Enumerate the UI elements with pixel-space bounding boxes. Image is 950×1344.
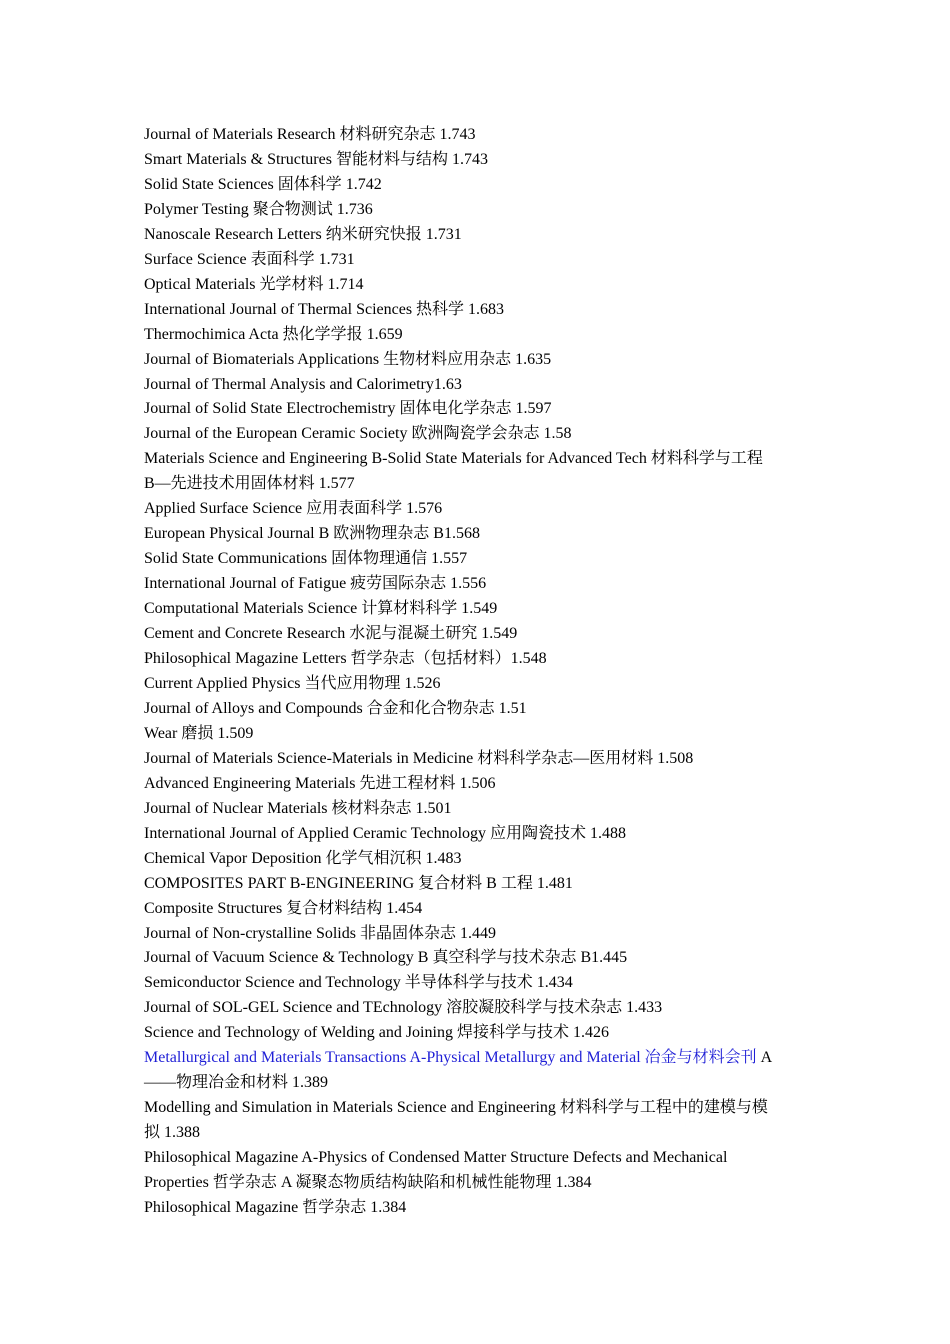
journal-line: Solid State Communications 固体物理通信 1.557 <box>144 550 468 568</box>
journal-line: Computational Materials Science 计算材料科学 1.549 <box>144 600 498 618</box>
journal-link-suffix: A <box>756 1049 773 1067</box>
journal-line: B—先进技术用固体材料 1.577 <box>144 475 355 493</box>
journal-line: Semiconductor Science and Technology 半导体科学与技术 1.434 <box>144 974 573 992</box>
journal-line: Materials Science and Engineering B-Solid State Materials for Advanced Tech 材料科学与工程 <box>144 450 763 468</box>
journal-line: Properties 哲学杂志 A 凝聚态物质结构缺陷和机械性能物理 1.384 <box>144 1174 592 1192</box>
journal-line: Journal of Solid State Electrochemistry 固体电化学杂志 1.597 <box>144 400 552 418</box>
journal-line: Cement and Concrete Research 水泥与混凝土研究 1.549 <box>144 625 518 643</box>
journal-line: Wear 磨损 1.509 <box>144 724 254 742</box>
journal-line: Journal of Nuclear Materials 核材料杂志 1.501 <box>144 799 452 817</box>
journal-line: Philosophical Magazine A-Physics of Condensed Matter Structure Defects and Mechanical <box>144 1149 728 1167</box>
journal-line: ——物理冶金和材料 1.389 <box>144 1074 329 1092</box>
journal-line: Chemical Vapor Deposition 化学气相沉积 1.483 <box>144 849 462 867</box>
journal-line: Journal of the European Ceramic Society 欧洲陶瓷学会杂志 1.58 <box>144 425 572 443</box>
journal-line: Journal of Non-crystalline Solids 非晶固体杂志 1.449 <box>144 924 496 942</box>
journal-line: Thermochimica Acta 热化学学报 1.659 <box>144 325 403 343</box>
journal-line: Journal of Vacuum Science & Technology B 真空科学与技术杂志 B1.445 <box>144 949 628 967</box>
journal-line: Optical Materials 光学材料 1.714 <box>144 275 364 293</box>
journal-line: European Physical Journal B 欧洲物理杂志 B1.568 <box>144 525 480 543</box>
journal-line: Journal of Thermal Analysis and Calorimetry1.63 <box>144 375 462 393</box>
journal-line: Smart Materials & Structures 智能材料与结构 1.743 <box>144 150 488 168</box>
journal-line: Composite Structures 复合材料结构 1.454 <box>144 899 423 917</box>
journal-line: Advanced Engineering Materials 先进工程材料 1.506 <box>144 774 496 792</box>
journal-line: Nanoscale Research Letters 纳米研究快报 1.731 <box>144 225 462 243</box>
journal-line: Journal of Biomaterials Applications 生物材料应用杂志 1.635 <box>144 350 552 368</box>
journal-line: Applied Surface Science 应用表面科学 1.576 <box>144 500 443 518</box>
journal-line: Modelling and Simulation in Materials Science and Engineering 材料科学与工程中的建模与模 <box>144 1099 768 1117</box>
journal-line: COMPOSITES PART B-ENGINEERING 复合材料 B 工程 1.481 <box>144 874 573 892</box>
journal-line: Philosophical Magazine Letters 哲学杂志（包括材料）1.548 <box>144 650 547 668</box>
journal-line: International Journal of Thermal Sciences 热科学 1.683 <box>144 300 505 318</box>
document-page <box>144 123 814 1221</box>
journal-line-linked <box>144 1046 814 1071</box>
journal-line: Surface Science 表面科学 1.731 <box>144 250 355 268</box>
journal-line: Polymer Testing 聚合物测试 1.736 <box>144 200 373 218</box>
journal-line: Philosophical Magazine 哲学杂志 1.384 <box>144 1198 407 1216</box>
journal-line: Journal of Alloys and Compounds 合金和化合物杂志 1.51 <box>144 699 527 717</box>
journal-line: International Journal of Fatigue 疲劳国际杂志 1.556 <box>144 575 487 593</box>
journal-line: Journal of Materials Research 材料研究杂志 1.743 <box>144 126 476 143</box>
journal-line: Science and Technology of Welding and Joining 焊接科学与技术 1.426 <box>144 1024 609 1042</box>
journal-line: Solid State Sciences 固体科学 1.742 <box>144 175 382 193</box>
journal-line: Journal of Materials Science-Materials in Medicine 材料科学杂志—医用材料 1.508 <box>144 749 694 767</box>
journal-line: Current Applied Physics 当代应用物理 1.526 <box>144 674 441 692</box>
journal-link[interactable]: Metallurgical and Materials Transactions A-Physical Metallurgy and Material 冶金与材料会刊 <box>144 1049 757 1067</box>
journal-line: International Journal of Applied Ceramic Technology 应用陶瓷技术 1.488 <box>144 824 627 842</box>
journal-line: 拟 1.388 <box>144 1124 201 1142</box>
journal-line: Journal of SOL-GEL Science and TEchnology 溶胶凝胶科学与技术杂志 1.433 <box>144 999 663 1017</box>
